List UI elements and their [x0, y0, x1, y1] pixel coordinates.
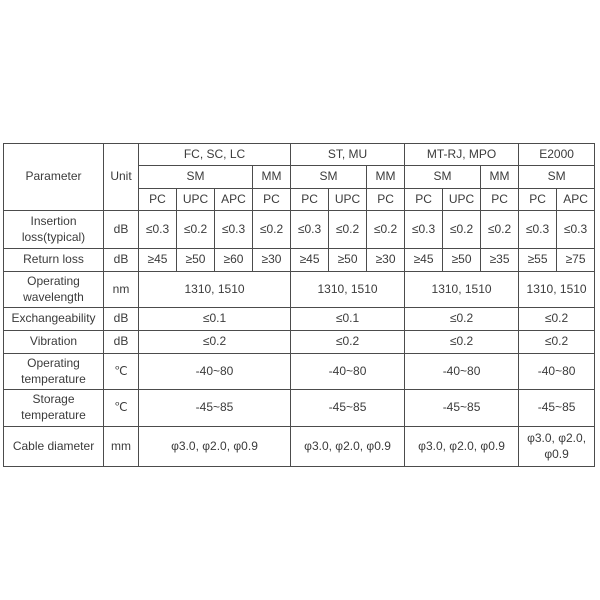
value-cell: ≤0.2: [519, 308, 595, 331]
value-cell: -40~80: [519, 354, 595, 390]
row-label: Return loss: [4, 249, 104, 272]
table-row-storage-temperature: [4, 390, 595, 427]
value-cell: -40~80: [291, 354, 405, 390]
polish-header-cell: APC: [557, 189, 595, 211]
value-cell: ≤0.2: [367, 211, 405, 249]
value-cell: -40~80: [405, 354, 519, 390]
polish-header-cell: PC: [367, 189, 405, 211]
group-header-e2000: E2000: [519, 144, 595, 166]
row-unit: dB: [104, 211, 139, 249]
row-label: Vibration: [4, 331, 104, 354]
value-cell: ≤0.2: [177, 211, 215, 249]
value-cell: φ3.0, φ2.0, φ0.9: [519, 427, 595, 467]
value-cell: ≤0.3: [215, 211, 253, 249]
value-cell: ≥45: [139, 249, 177, 272]
value-cell: ≥50: [329, 249, 367, 272]
value-cell: ≤0.3: [291, 211, 329, 249]
table-row-vibration: [4, 331, 595, 354]
mode-header-cell: SM: [405, 166, 481, 189]
row-unit: dB: [104, 331, 139, 354]
value-cell: ≥50: [443, 249, 481, 272]
polish-header-cell: PC: [405, 189, 443, 211]
value-cell: ≤0.3: [405, 211, 443, 249]
group-header-mt-rj-mpo: MT-RJ, MPO: [405, 144, 519, 166]
value-cell: ≤0.1: [291, 308, 405, 331]
value-cell: 1310, 1510: [139, 272, 291, 308]
row-label: Operating temperature: [4, 354, 104, 390]
row-label: Cable diameter: [4, 427, 104, 467]
value-cell: 1310, 1510: [405, 272, 519, 308]
polish-header-cell: PC: [519, 189, 557, 211]
value-cell: ≤0.2: [405, 308, 519, 331]
row-unit: nm: [104, 272, 139, 308]
table-row-exchangeability: [4, 308, 595, 331]
value-cell: ≥50: [177, 249, 215, 272]
mode-header-cell: MM: [253, 166, 291, 189]
row-unit: dB: [104, 308, 139, 331]
polish-header-cell: UPC: [329, 189, 367, 211]
row-label: Insertion loss(typical): [4, 211, 104, 249]
value-cell: ≤0.2: [139, 331, 291, 354]
value-cell: φ3.0, φ2.0, φ0.9: [405, 427, 519, 467]
value-cell: ≤0.3: [519, 211, 557, 249]
table-row-operating-temperature: [4, 354, 595, 390]
value-cell: ≥60: [215, 249, 253, 272]
value-cell: -45~85: [139, 390, 291, 427]
value-cell: ≥45: [291, 249, 329, 272]
value-cell: -45~85: [519, 390, 595, 427]
value-cell: φ3.0, φ2.0, φ0.9: [291, 427, 405, 467]
value-cell: ≤0.2: [291, 331, 405, 354]
value-cell: ≤0.2: [481, 211, 519, 249]
polish-header-cell: APC: [215, 189, 253, 211]
connector-spec-table: [3, 143, 595, 467]
group-header-st-mu: ST, MU: [291, 144, 405, 166]
value-cell: ≤0.2: [405, 331, 519, 354]
parameter-header-cell: Parameter: [4, 144, 104, 211]
value-cell: ≤0.3: [557, 211, 595, 249]
row-label: Exchangeability: [4, 308, 104, 331]
value-cell: φ3.0, φ2.0, φ0.9: [139, 427, 291, 467]
polish-header-cell: UPC: [177, 189, 215, 211]
value-cell: ≥45: [405, 249, 443, 272]
mode-header-cell: SM: [291, 166, 367, 189]
value-cell: ≤0.2: [329, 211, 367, 249]
value-cell: 1310, 1510: [291, 272, 405, 308]
value-cell: ≤0.3: [139, 211, 177, 249]
group-header-fc-sc-lc: FC, SC, LC: [139, 144, 291, 166]
row-unit: mm: [104, 427, 139, 467]
row-label: Storage temperature: [4, 390, 104, 427]
mode-header-cell: SM: [139, 166, 253, 189]
polish-header-cell: PC: [291, 189, 329, 211]
table-row-insertion-loss: [4, 211, 595, 249]
value-cell: 1310, 1510: [519, 272, 595, 308]
row-label: Operating wavelength: [4, 272, 104, 308]
table-row-operating-wavelength: [4, 272, 595, 308]
polish-header-cell: PC: [253, 189, 291, 211]
polish-header-cell: PC: [139, 189, 177, 211]
row-unit: dB: [104, 249, 139, 272]
value-cell: ≤0.1: [139, 308, 291, 331]
row-unit: ℃: [104, 390, 139, 427]
mode-header-cell: SM: [519, 166, 595, 189]
polish-header-cell: UPC: [443, 189, 481, 211]
value-cell: ≥30: [253, 249, 291, 272]
table-row-return-loss: [4, 249, 595, 272]
value-cell: -45~85: [405, 390, 519, 427]
value-cell: ≥75: [557, 249, 595, 272]
value-cell: -45~85: [291, 390, 405, 427]
table-row-cable-diameter: [4, 427, 595, 467]
value-cell: ≥30: [367, 249, 405, 272]
mode-header-cell: MM: [367, 166, 405, 189]
value-cell: ≤0.2: [519, 331, 595, 354]
row-unit: ℃: [104, 354, 139, 390]
value-cell: ≥55: [519, 249, 557, 272]
unit-header-cell: Unit: [104, 144, 139, 211]
value-cell: ≥35: [481, 249, 519, 272]
polish-header-cell: PC: [481, 189, 519, 211]
value-cell: -40~80: [139, 354, 291, 390]
header-row-groups: [4, 144, 595, 166]
value-cell: ≤0.2: [253, 211, 291, 249]
mode-header-cell: MM: [481, 166, 519, 189]
value-cell: ≤0.2: [443, 211, 481, 249]
